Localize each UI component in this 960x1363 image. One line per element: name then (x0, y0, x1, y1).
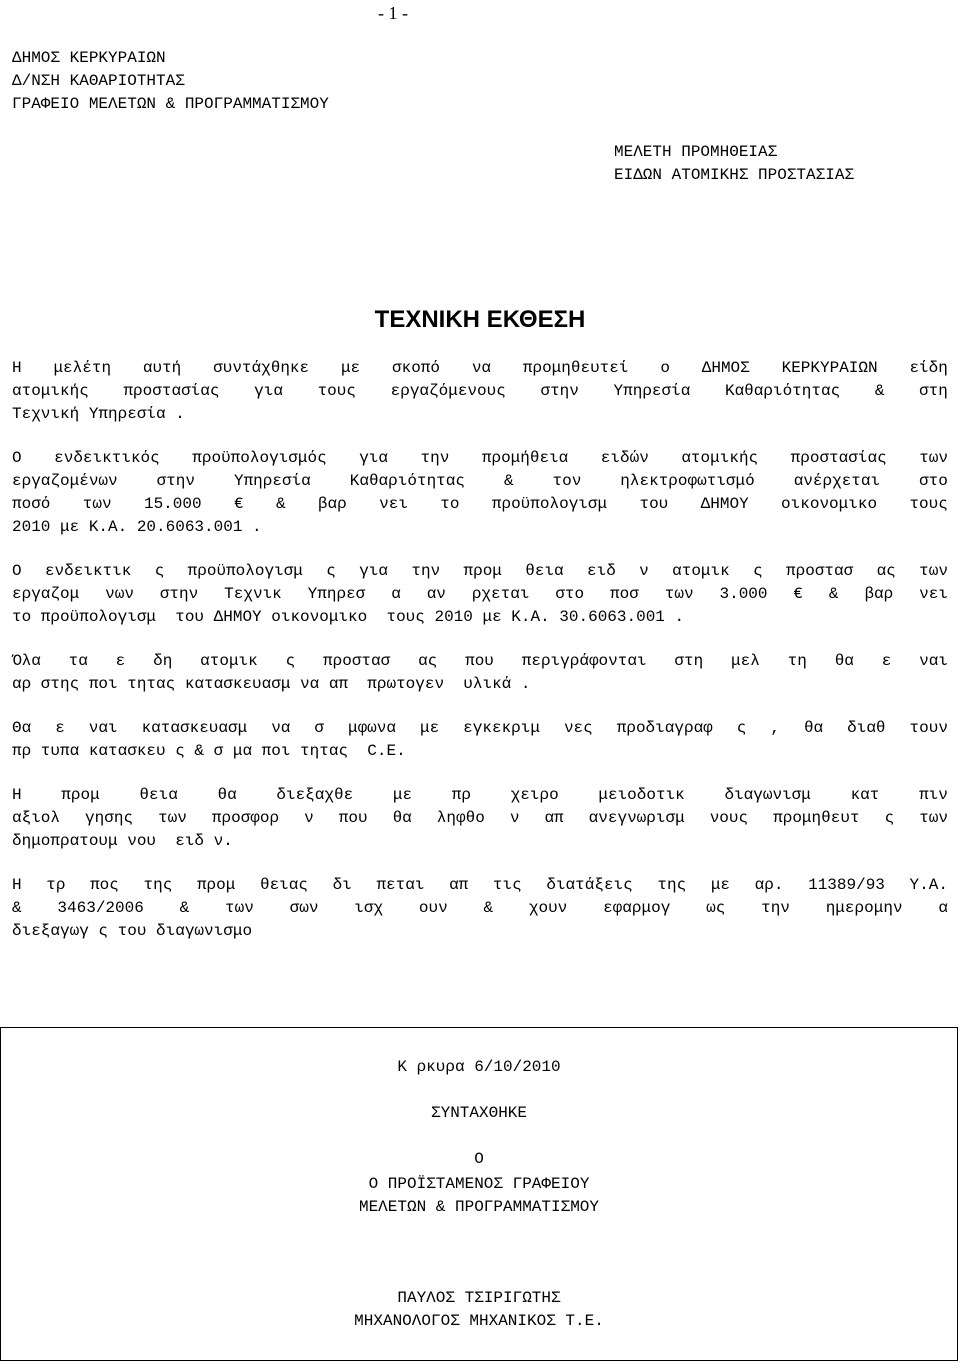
place-date: Κ ρκυρα 6/10/2010 (397, 1058, 561, 1076)
signature-box (0, 1027, 958, 1361)
signer-role: Ο ΠΡΟΪΣΤΑΜΕΝΟΣ ΓΡΑΦΕΙΟΥ (368, 1175, 590, 1193)
paragraph (12, 447, 948, 539)
issuer-line: ΔΗΜΟΣ ΚΕΡΚΥΡΑΙΩΝ (12, 49, 166, 67)
study-heading (614, 141, 854, 187)
page-number: - 1 - (378, 3, 408, 23)
study-line: ΜΕΛΕΤΗ ΠΡΟΜΗΘΕΙΑΣ (614, 143, 778, 161)
paragraph-line: Ο ενδεικτικ ς προϋπολογισμ ς για την προμ θεια ειδ ν ατομικ ς προστασ ας των (12, 562, 948, 580)
paragraph (12, 650, 948, 696)
paragraph (12, 357, 948, 426)
report-body (12, 357, 948, 964)
paragraph (12, 560, 948, 629)
paragraph-line: Η τρ πος της προμ θειας δι πεται απ τις διατάξεις της με αρ. 11389/93 Υ.Α. (12, 876, 948, 894)
signer-article: Ο (474, 1150, 484, 1168)
document-title: ΤΕΧΝΙΚΗ ΕΚΘΕΣΗ (374, 306, 586, 333)
paragraph-line: δημοπρατουμ νου ειδ ν. (12, 832, 233, 850)
paragraph-line: πρ τυπα κατασκευ ς & σ μα ποι τητας C.E. (12, 742, 406, 760)
paragraph-line: διεξαγωγ ς του διαγωνισμο (12, 922, 253, 940)
paragraph (12, 717, 948, 763)
study-line: ΕΙΔΩΝ ΑΤΟΜΙΚΗΣ ΠΡΟΣΤΑΣΙΑΣ (614, 166, 855, 184)
paragraph-line: Ο ενδεικτικός προϋπολογισμός για την προμήθεια ειδών ατομικής προστασίας των (12, 449, 948, 467)
paragraph-line: αρ στης ποι τητας κατασκευασμ να απ πρωτογεν υλικά . (12, 675, 531, 693)
paragraph-line: εργαζομένων στην Υπηρεσία Καθαριότητας & τον ηλεκτροφωτισμό ανέρχεται στο (12, 472, 948, 490)
paragraph-line: ατομικής προστασίας για τους εργαζόμενους στην Υπηρεσία Καθαριότητας & στη (12, 382, 948, 400)
paragraph-line: αξιολ γησης των προσφορ ν που θα ληφθο ν απ ανεγνωρισμ νους προμηθευτ ς των (12, 809, 948, 827)
paragraph (12, 874, 948, 943)
paragraph-line: εργαζομ νων στην Τεχνικ Υπηρεσ α αν ρχεται στο ποσ των 3.000 € & βαρ νει (12, 585, 948, 603)
signer-title: ΜΗΧΑΝΟΛΟΓΟΣ ΜΗΧΑΝΙΚΟΣ Τ.Ε. (354, 1312, 604, 1330)
paragraph-line: ποσό των 15.000 € & βαρ νει το προϋπολογισμ του ΔΗΜΟΥ οικονομικο τους (12, 495, 948, 513)
paragraph-line: Τεχνική Υπηρεσία . (12, 405, 185, 423)
signer-role: ΜΕΛΕΤΩΝ & ΠΡΟΓΡΑΜΜΑΤΙΣΜΟΥ (358, 1198, 600, 1216)
issuer-line: Δ/ΝΣΗ ΚΑΘΑΡΙΟΤΗΤΑΣ (12, 72, 185, 90)
paragraph (12, 784, 948, 853)
paragraph-line: Όλα τα ε δη ατομικ ς προστασ ας που περιγράφονται στη μελ τη θα ε ναι (12, 652, 948, 670)
signer-name: ΠΑΥΛΟΣ ΤΣΙΡΙΓΩΤΗΣ (397, 1289, 561, 1307)
paragraph-line: Η προμ θεια θα διεξαχθε με πρ χειρο μειοδοτικ διαγωνισμ κατ πιν (12, 786, 948, 804)
paragraph-line: & 3463/2006 & των σων ισχ ουν & χουν εφαρμογ ως την ημερομην α (12, 899, 948, 917)
paragraph-line: Θα ε ναι κατασκευασμ να σ μφωνα με εγκεκριμ νες προδιαγραφ ς , θα διαθ τουν (12, 719, 948, 737)
paragraph-line: 2010 με Κ.Α. 20.6063.001 . (12, 518, 262, 536)
issuer-header (12, 47, 329, 116)
compiled-label: ΣΥΝΤΑΧΘΗΚΕ (430, 1104, 527, 1122)
paragraph-line: το προϋπολογισμ του ΔΗΜΟΥ οικονομικο τους 2010 με Κ.Α. 30.6063.001 . (12, 608, 685, 626)
issuer-line: ΓΡΑΦΕΙΟ ΜΕΛΕΤΩΝ & ΠΡΟΓΡΑΜΜΑΤΙΣΜΟΥ (12, 95, 329, 113)
paragraph-line: Η μελέτη αυτή συντάχθηκε με σκοπό να προμηθευτεί ο ΔΗΜΟΣ ΚΕΡΚΥΡΑΙΩΝ είδη (12, 359, 948, 377)
